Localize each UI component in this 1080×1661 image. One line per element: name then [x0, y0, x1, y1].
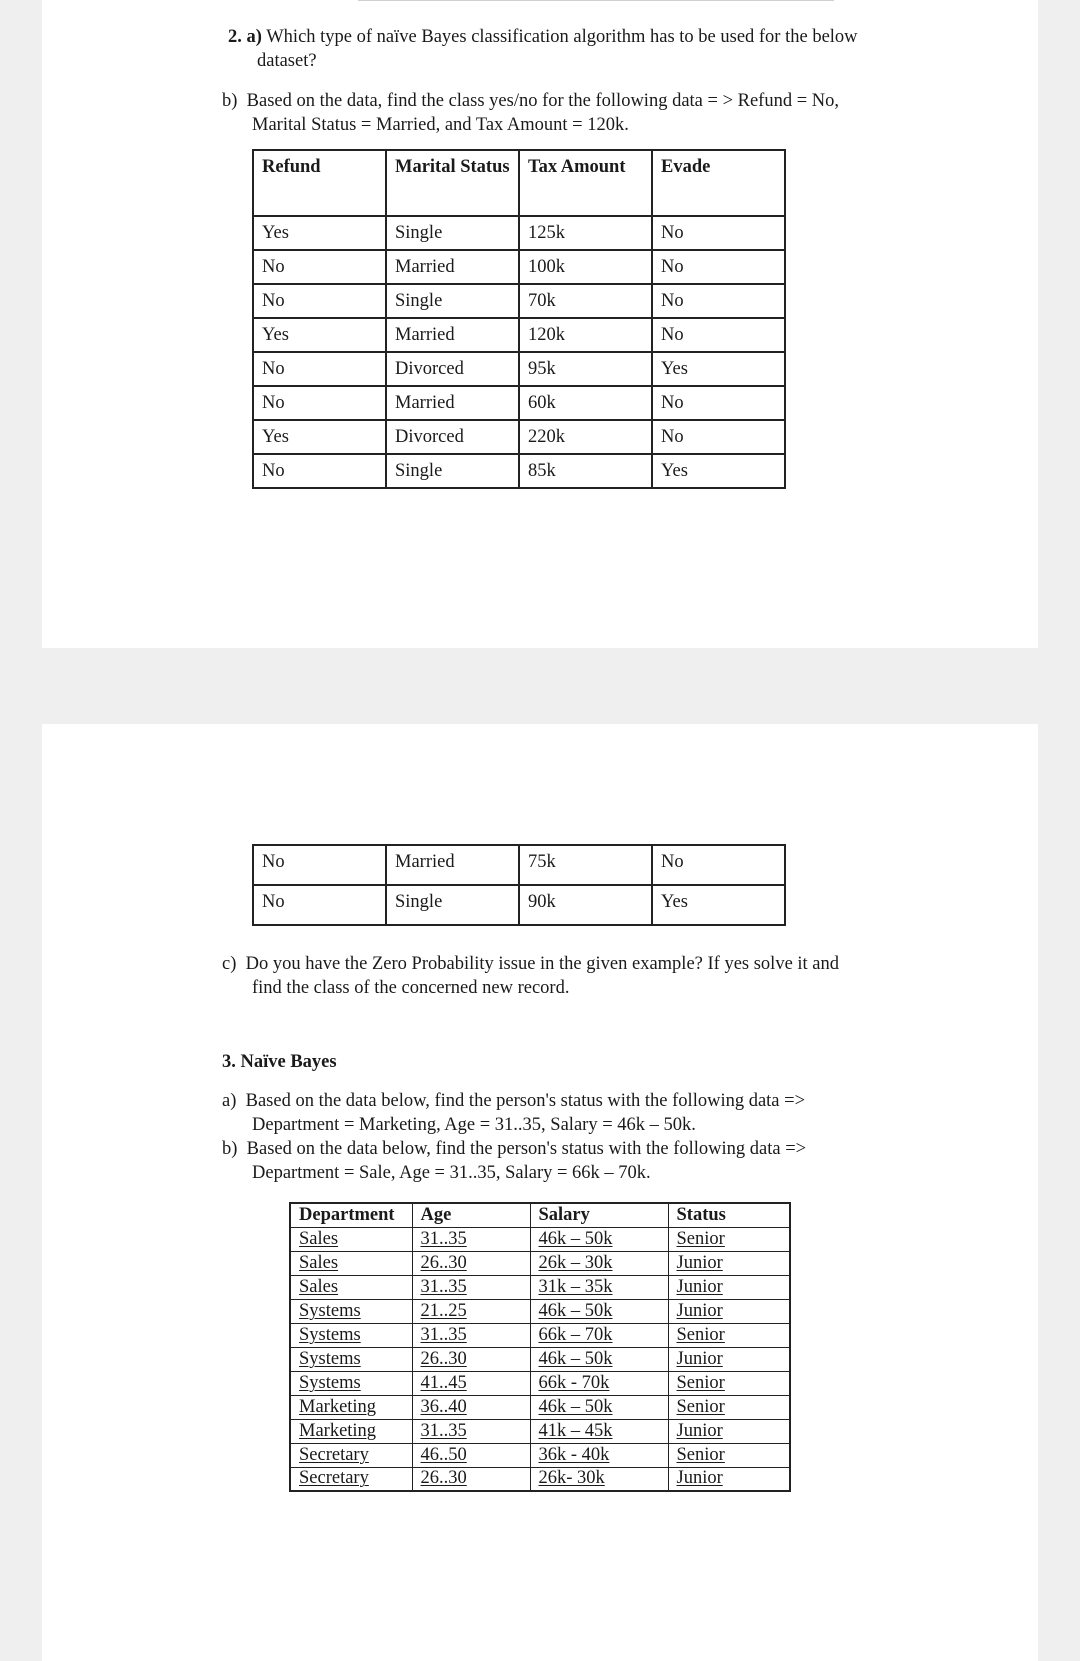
cell: 31..35 — [412, 1419, 530, 1443]
cell: Yes — [652, 885, 785, 925]
cell: Marketing — [290, 1395, 412, 1419]
cell: Yes — [652, 454, 785, 488]
cell: 36k - 40k — [530, 1443, 668, 1467]
cell: Senior — [668, 1395, 790, 1419]
q2b-label: b) — [222, 91, 238, 111]
cell: No — [253, 284, 386, 318]
table-row — [290, 1395, 790, 1419]
q2b-line2: Marital Status = Married, and Tax Amount = 120k. — [252, 115, 629, 135]
cell: 41k – 45k — [530, 1419, 668, 1443]
q3-title: 3. Naïve Bayes — [222, 1052, 337, 1072]
cell: 21..25 — [412, 1299, 530, 1323]
cell: Secretary — [290, 1443, 412, 1467]
cell: Single — [386, 216, 519, 250]
evade-table-continued — [252, 844, 786, 926]
status-table — [289, 1202, 791, 1492]
q3b-label: b) — [222, 1139, 238, 1159]
cell: Junior — [668, 1347, 790, 1371]
cell: Sales — [290, 1227, 412, 1251]
header-status: Status — [668, 1203, 790, 1227]
cell: Yes — [253, 420, 386, 454]
table-row — [290, 1467, 790, 1491]
cell: Systems — [290, 1323, 412, 1347]
cell: 31..35 — [412, 1323, 530, 1347]
q3b-text: Based on the data below, find the person's status with the following data => — [246, 1139, 807, 1159]
cell: 85k — [519, 454, 652, 488]
cell: 31..35 — [412, 1275, 530, 1299]
cell: No — [253, 454, 386, 488]
cell: 120k — [519, 318, 652, 352]
q2c-text: Do you have the Zero Probability issue in the given example? If yes solve it and — [245, 954, 840, 974]
cell: No — [253, 386, 386, 420]
q2c-line1 — [222, 952, 839, 977]
cell: 36..40 — [412, 1395, 530, 1419]
page-top-divider — [358, 0, 834, 1]
cell: 75k — [519, 845, 652, 885]
cell: No — [652, 216, 785, 250]
table-row — [253, 420, 785, 454]
q2-number: 2. — [228, 27, 242, 47]
cell: 26k – 30k — [530, 1251, 668, 1275]
cell: Married — [386, 250, 519, 284]
header-marital-status: Marital Status — [386, 150, 519, 216]
q2c-line2: find the class of the concerned new record. — [252, 978, 570, 998]
table-row — [290, 1299, 790, 1323]
cell: Yes — [652, 352, 785, 386]
q2c-label: c) — [222, 954, 237, 974]
q3b-line2: Department = Sale, Age = 31..35, Salary = 66k – 70k. — [252, 1163, 651, 1183]
cell: Senior — [668, 1323, 790, 1347]
cell: 26..30 — [412, 1467, 530, 1491]
table-row — [290, 1323, 790, 1347]
cell: 31k – 35k — [530, 1275, 668, 1299]
evade-table — [252, 149, 786, 489]
cell: Yes — [253, 216, 386, 250]
cell: 31..35 — [412, 1227, 530, 1251]
cell: No — [253, 352, 386, 386]
table-row — [253, 386, 785, 420]
q3b-line1 — [222, 1137, 806, 1162]
table-row — [253, 318, 785, 352]
q3a-line2: Department = Marketing, Age = 31..35, Salary = 46k – 50k. — [252, 1115, 696, 1135]
cell: Systems — [290, 1299, 412, 1323]
q2a-text: Which type of naïve Bayes classification algorithm has to be used for the below — [266, 27, 858, 47]
q2a-line1 — [228, 25, 858, 50]
cell: Single — [386, 885, 519, 925]
table-row — [253, 250, 785, 284]
cell: Senior — [668, 1227, 790, 1251]
q3a-line1 — [222, 1089, 805, 1114]
cell: 46k – 50k — [530, 1227, 668, 1251]
cell: 66k - 70k — [530, 1371, 668, 1395]
table-row — [290, 1443, 790, 1467]
cell: No — [652, 845, 785, 885]
cell: Single — [386, 454, 519, 488]
header-salary: Salary — [530, 1203, 668, 1227]
table-row — [290, 1275, 790, 1299]
table-header-row — [253, 150, 785, 216]
table-row — [290, 1227, 790, 1251]
cell: Systems — [290, 1347, 412, 1371]
header-refund: Refund — [253, 150, 386, 216]
cell: Marketing — [290, 1419, 412, 1443]
cell: Sales — [290, 1275, 412, 1299]
cell: Junior — [668, 1419, 790, 1443]
cell: No — [652, 420, 785, 454]
cell: 100k — [519, 250, 652, 284]
cell: Junior — [668, 1299, 790, 1323]
document-page-1 — [42, 0, 1038, 648]
q3a-text: Based on the data below, find the person's status with the following data => — [245, 1091, 806, 1111]
cell: 26k- 30k — [530, 1467, 668, 1491]
cell: Junior — [668, 1467, 790, 1491]
document-page-2 — [42, 724, 1038, 1661]
cell: 125k — [519, 216, 652, 250]
q2a-line2: dataset? — [257, 51, 317, 71]
cell: 60k — [519, 386, 652, 420]
cell: No — [652, 386, 785, 420]
cell: No — [652, 284, 785, 318]
header-evade: Evade — [652, 150, 785, 216]
cell: Senior — [668, 1443, 790, 1467]
header-age: Age — [412, 1203, 530, 1227]
cell: No — [253, 885, 386, 925]
cell: 46k – 50k — [530, 1347, 668, 1371]
table-row — [253, 845, 785, 885]
cell: Sales — [290, 1251, 412, 1275]
cell: No — [652, 250, 785, 284]
table-row — [253, 216, 785, 250]
cell: 46k – 50k — [530, 1299, 668, 1323]
cell: Divorced — [386, 352, 519, 386]
q2a-label: a) — [246, 27, 262, 47]
cell: 70k — [519, 284, 652, 318]
cell: Senior — [668, 1371, 790, 1395]
cell: 46..50 — [412, 1443, 530, 1467]
header-department: Department — [290, 1203, 412, 1227]
cell: Married — [386, 386, 519, 420]
table-row — [253, 352, 785, 386]
table-row — [253, 454, 785, 488]
cell: 26..30 — [412, 1347, 530, 1371]
table-row — [253, 284, 785, 318]
cell: Married — [386, 318, 519, 352]
table-row — [253, 885, 785, 925]
cell: 26..30 — [412, 1251, 530, 1275]
q2b-line1 — [222, 89, 839, 114]
cell: Junior — [668, 1251, 790, 1275]
cell: Divorced — [386, 420, 519, 454]
header-tax-amount: Tax Amount — [519, 150, 652, 216]
cell: 46k – 50k — [530, 1395, 668, 1419]
cell: Yes — [253, 318, 386, 352]
cell: Systems — [290, 1371, 412, 1395]
table-header-row — [290, 1203, 790, 1227]
cell: 220k — [519, 420, 652, 454]
table-row — [290, 1251, 790, 1275]
cell: No — [652, 318, 785, 352]
table-row — [290, 1419, 790, 1443]
cell: No — [253, 250, 386, 284]
cell: 95k — [519, 352, 652, 386]
cell: Junior — [668, 1275, 790, 1299]
cell: Single — [386, 284, 519, 318]
cell: Married — [386, 845, 519, 885]
table-row — [290, 1347, 790, 1371]
q2b-text: Based on the data, find the class yes/no for the following data = > Refund = No, — [246, 91, 840, 111]
cell: 66k – 70k — [530, 1323, 668, 1347]
cell: 41..45 — [412, 1371, 530, 1395]
cell: No — [253, 845, 386, 885]
table-row — [290, 1371, 790, 1395]
cell: Secretary — [290, 1467, 412, 1491]
q3a-label: a) — [222, 1091, 237, 1111]
cell: 90k — [519, 885, 652, 925]
